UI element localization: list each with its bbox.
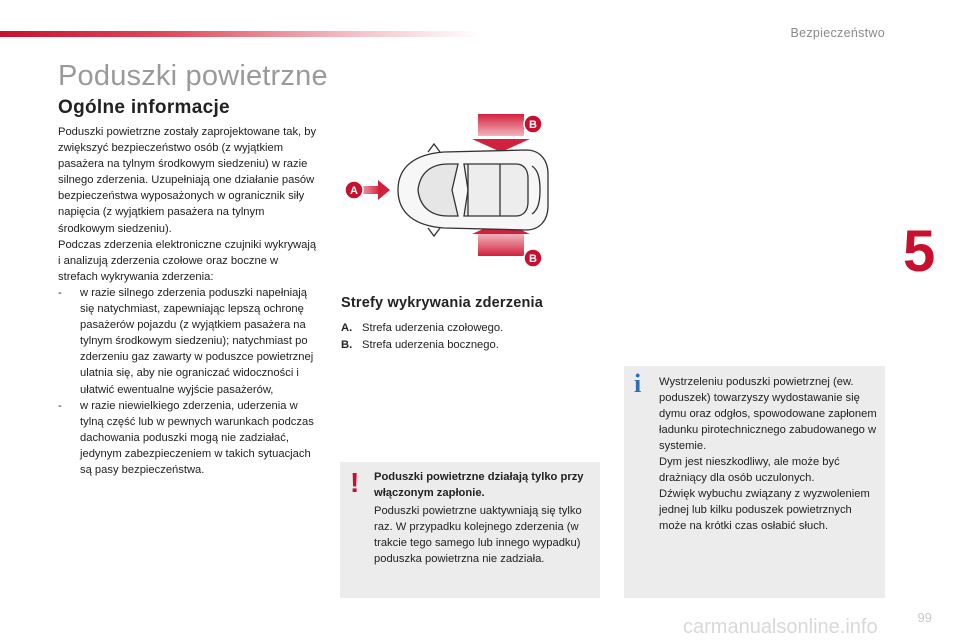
page-title: Poduszki powietrzne <box>58 60 328 92</box>
list-item <box>341 337 503 354</box>
zones-list <box>341 320 503 353</box>
car-top-view <box>398 144 548 236</box>
general-paragraph-2: Podczas zderzenia elektroniczne czujniki wykrywają i analizują zderzenia czołowe oraz boczne w strefach wykrywania zderzenia: <box>58 238 317 283</box>
general-heading: Ogólne informacje <box>58 97 230 118</box>
info-paragraph-1: Wystrzeleniu poduszki powietrznej (ew. poduszek) towarzyszy wydostawanie się dymu oraz odgłos, spowodowane zapłonem ładunku pirotechnicznego zabudowanego w systemie. <box>659 376 877 452</box>
bullet-text: w razie silnego zderzenia poduszki napełniają się natychmiast, zapewniając lepszą ochronę pasażerów pojazdu (z wyjątkiem pasażera na tylnym środkowym siedzeniu); natychmiast po zderzeniu gaz zawarty w poduszce powietrznej ulatnia się, aby nie ograniczać widoczności i ułatwić ewentualne wyjście pasażerów, <box>80 286 314 396</box>
watermark: carmanualsonline.info <box>683 616 878 638</box>
zone-label-a: A <box>350 185 358 197</box>
header-accent-bar <box>0 31 480 37</box>
zone-marker-b-top <box>524 115 542 133</box>
chapter-number: 5 <box>903 219 936 284</box>
info-paragraph-2: Dym jest nieszkodliwy, ale może być drażniący dla osób uczulonych. <box>659 456 840 484</box>
list-item <box>58 398 320 478</box>
section-title: Bezpieczeństwo <box>790 26 885 40</box>
info-paragraph-3: Dźwięk wybuchu związany z wyzwoleniem jednej lub kilku poduszek powietrznych może na krótki czas osłabić słuch. <box>659 488 870 532</box>
zone-marker-a <box>345 181 363 199</box>
warning-bold-text: Poduszki powietrzne działają tylko przy włączonym zapłonie. <box>374 471 584 499</box>
zone-text: Strefa uderzenia bocznego. <box>362 338 499 351</box>
info-icon: i <box>634 369 642 398</box>
general-text <box>58 124 320 478</box>
list-item <box>58 285 320 398</box>
warning-icon: ! <box>350 467 360 498</box>
warning-text: Poduszki powietrzne uaktywniają się tylko raz. W przypadku kolejnego zderzenia (w trakcie tego samego lub innego wypadku) poduszka powietrzna nie zadziała. <box>374 505 582 565</box>
zone-key: B. <box>341 338 353 351</box>
general-paragraph-1: Poduszki powietrzne zostały zaprojektowane tak, by zwiększyć bezpieczeństwo osób (z wyjątkiem pasażera na tylnym środkowym siedzeniu) w razie silnego zderzenia. Uzupełniają one działanie pasów bezpieczeństwa wyposażonych w ogranicznik siły napięcia (z wyjątkiem pasażera na tylnym środkowym siedzeniu). <box>58 126 317 235</box>
zone-key: A. <box>341 322 353 334</box>
zone-text: Strefa uderzenia czołowego. <box>362 322 504 334</box>
zone-marker-b-bottom <box>524 249 542 267</box>
side-impact-arrows-top <box>472 114 530 152</box>
zone-label-b-bottom: B <box>529 253 537 265</box>
bullet-dash: - <box>58 399 62 412</box>
crash-zone-diagram <box>340 108 556 278</box>
page-number: 99 <box>917 610 932 625</box>
info-text <box>659 374 881 534</box>
zones-heading: Strefy wykrywania zderzenia <box>341 295 544 311</box>
bullet-dash: - <box>58 286 62 299</box>
bullet-text: w razie niewielkiego zderzenia, uderzenia w tylną część lub w pewnych warunkach podczas dachowania poduszki mogą nie zadziałać, jedynym zabezpieczeniem w takich sytuacjach są pasy bezpieczeństwa. <box>80 399 314 476</box>
zone-label-b-top: B <box>529 119 537 131</box>
list-item <box>341 320 503 337</box>
